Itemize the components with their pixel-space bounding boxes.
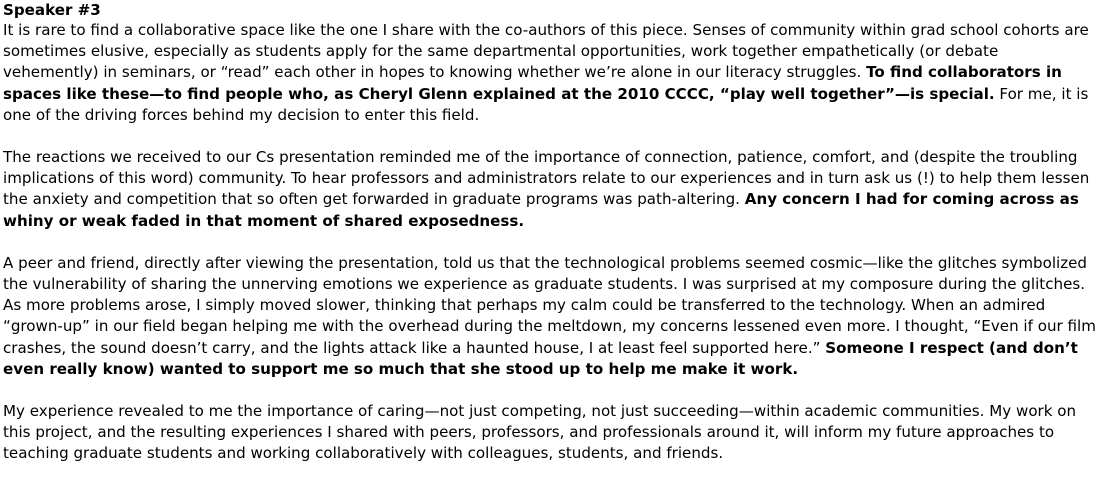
bold-text-segment: Any concern I had for coming across as whiny or weak faded in that moment of shared exposedness.	[3, 190, 1079, 230]
text-segment: The reactions we received to our Cs presentation reminded me of the importance of connection, patience, comfort, and (despite the troubling implications of this word) community. To hear professors and administrators relate to our experiences and in turn ask us (!) to help them lessen the anxiety and competition that so often get forwarded in graduate programs was path-altering.	[3, 148, 1090, 209]
bold-text-segment: To find collaborators in spaces like these—to find people who, as Cheryl Glenn explained at the 2010 CCCC, “play well together”—is special.	[3, 63, 1062, 103]
paragraph-3	[3, 253, 1097, 380]
paragraph-2	[3, 147, 1097, 232]
paragraphs-container	[3, 20, 1097, 465]
paragraph-1	[3, 20, 1097, 126]
paragraph-4	[3, 401, 1097, 465]
speaker-heading: Speaker #3	[3, 1, 101, 19]
text-segment: A peer and friend, directly after viewing the presentation, told us that the technological problems seemed cosmic—like the glitches symbolized the vulnerability of sharing the unnerving emotions we experience as graduate students. I was surprised at my composure during the glitches. As more problems arose, I simply moved slower, thinking that perhaps my calm could be transferred to the technology. When an admired “grown-up” in our field began helping me with the overhead during the meltdown, my concerns lessened even more. I thought, “Even if our film crashes, the sound doesn’t carry, and the lights attack like a haunted house, I at least feel supported here.”	[3, 253, 1096, 357]
text-segment: It is rare to find a collaborative space like the one I share with the co-authors of this piece. Senses of community within grad school cohorts are sometimes elusive, especially as students apply for the same departmental opportunities, work together empathetically (or debate vehemently) in seminars, or “read” each other in hopes to knowing whether we’re alone in our literacy struggles.	[3, 21, 1089, 82]
bold-text-segment: Someone I respect (and don’t even really know) wanted to support me so much that she stood up to help me make it work.	[3, 338, 1078, 378]
text-segment: For me, it is one of the driving forces behind my decision to enter this field.	[3, 84, 1089, 124]
text-segment: My experience revealed to me the importance of caring—not just competing, not just succeeding—within academic communities. My work on this project, and the resulting experiences I shared with peers, professors, and professionals around it, will inform my future approaches to teaching graduate students and working collaboratively with colleagues, students, and friends.	[3, 402, 1077, 463]
